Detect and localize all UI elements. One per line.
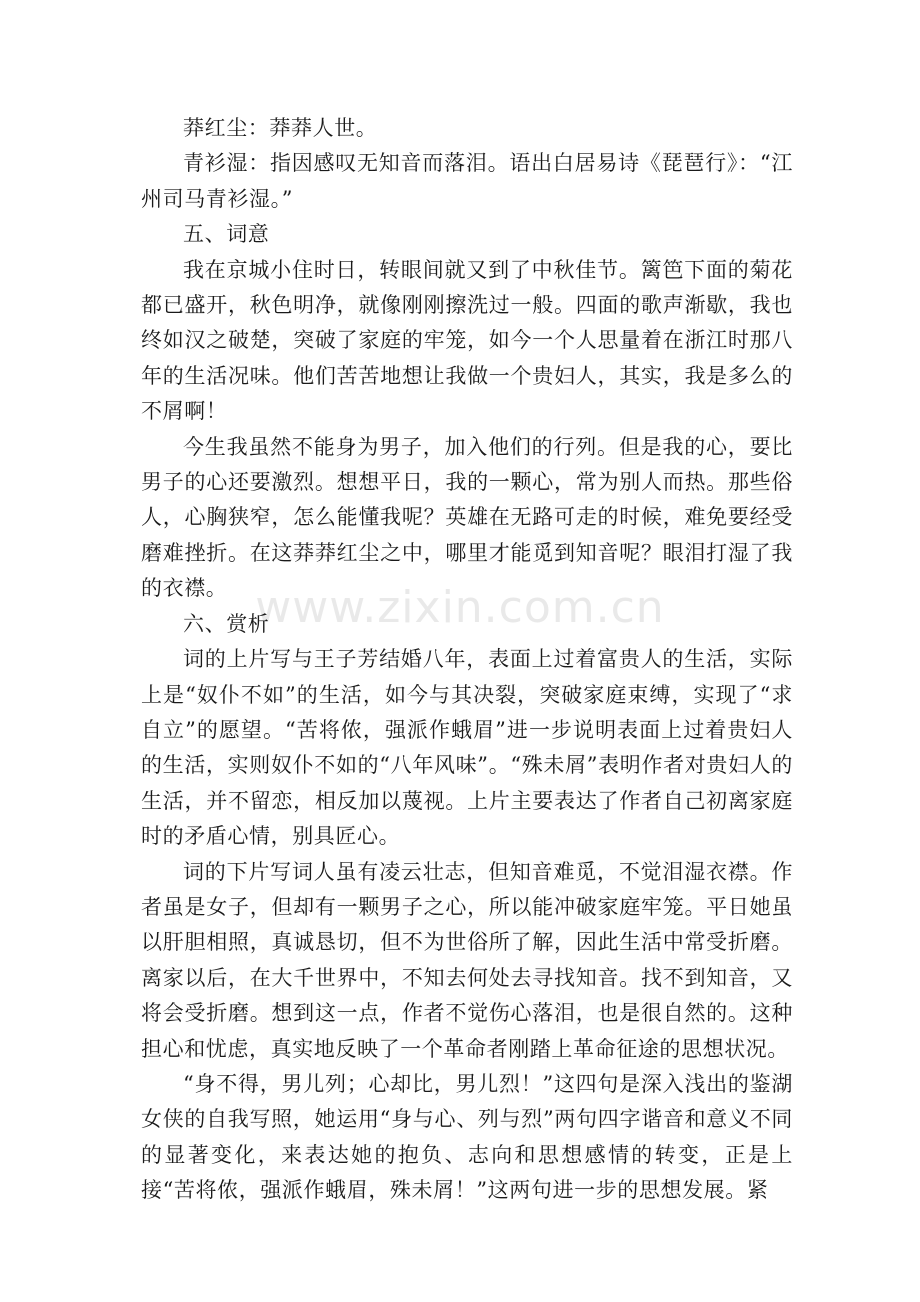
- ciyi-paragraph-2: 今生我虽然不能身为男子，加入他们的行列。但是我的心，要比男子的心还要激烈。想想平日，我的一颗心，常为别人而热。那些俗人，心胸狭窄，怎么能懂我呢？英雄在无路可走的时候，难免要经受磨难挫折。在这莽莽红尘之中，哪里才能觅到知音呢？眼泪打湿了我的衣襟。: [141, 434, 793, 601]
- shangxi-paragraph-3: “身不得，男儿列；心却比，男儿烈！”这四句是深入浅出的鉴湖女侠的自我写照，她运用“身与心、列与烈”两句四字谐音和意义不同的显著变化，来表达她的抱负、志向和思想感情的转变，正是上接“苦将侬，强派作蛾眉，殊未屑！”这两句进一步的思想发展。紧: [141, 1071, 793, 1203]
- section-heading-shangxi: 六、赏析: [183, 611, 270, 636]
- shangxi-paragraph-1: 词的上片写与王子芳结婚八年，表面上过着富贵人的生活，实际上是“奴仆不如”的生活，如今与其决裂，突破家庭束缚，实现了“求自立”的愿望。“苦将侬，强派作蛾眉”进一步说明表面上过着贵妇人的生活，实则奴仆不如的“八年风味”。“殊未屑”表明作者对贵妇人的生活，并不留恋，相反加以蔑视。上片主要表达了作者自己初离家庭时的矛盾心情，别具匠心。: [141, 647, 793, 849]
- section-heading-ciyi: 五、词意: [183, 222, 270, 247]
- ciyi-paragraph-1: 我在京城小住时日，转眼间就又到了中秋佳节。篱笆下面的菊花都已盛开，秋色明净，就像刚刚擦洗过一般。四面的歌声渐歇，我也终如汉之破楚，突破了家庭的牢笼，如今一个人思量着在浙江时那八年的生活况味。他们苦苦地想让我做一个贵妇人，其实，我是多么的不屑啊！: [141, 257, 793, 424]
- watermark: www.zixin.com.cn: [255, 582, 665, 633]
- annotation-qingshanshi: 青衫湿：指因感叹无知音而落泪。语出白居易诗《琵琶行》：“江州司马青衫湿。”: [141, 151, 793, 211]
- document-body: [141, 111, 793, 1209]
- annotation-manghongchen: 莽红尘：莽莽人世。: [183, 116, 378, 140]
- shangxi-paragraph-2: 词的下片写词人虽有凌云壮志，但知音难觅，不觉泪湿衣襟。作者虽是女子，但却有一颗男子之心，所以能冲破家庭牢笼。平日她虽以肝胆相照，真诚恳切，但不为世俗所了解，因此生活中常受折磨。离家以后，在大千世界中，不知去何处去寻找知音。找不到知音，又将会受折磨。想到这一点，作者不觉伤心落泪，也是很自然的。这种担心和忧虑，真实地反映了一个革命者刚踏上革命征途的思想状况。: [141, 859, 793, 1061]
